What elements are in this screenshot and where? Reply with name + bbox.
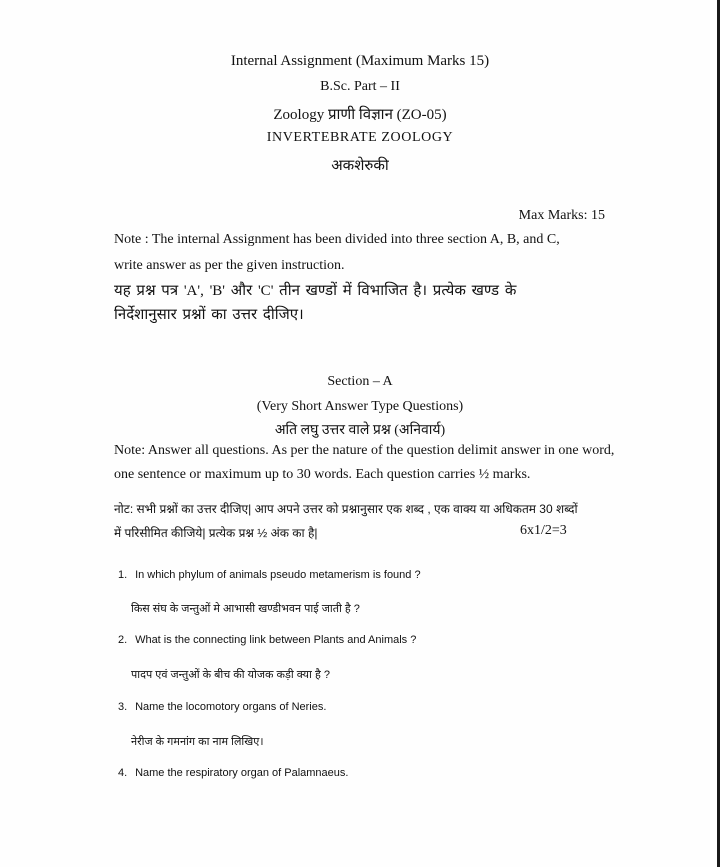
question-text-en: In which phylum of animals pseudo metamerism is found ? xyxy=(135,569,421,581)
question-text-hi: नेरीज के गमनांग का नाम लिखिए। xyxy=(131,736,264,748)
question-text-en: Name the respiratory organ of Palamnaeus. xyxy=(135,767,349,779)
question-number: 2. xyxy=(118,634,128,646)
assignment-title: Internal Assignment (Maximum Marks 15) xyxy=(230,53,490,69)
marks-formula: 6x1/2=3 xyxy=(520,523,567,538)
question-text-en: Name the locomotory organs of Neries. xyxy=(135,701,327,713)
general-note-en-line1: Note : The internal Assignment has been divided into three section A, B, and C, xyxy=(114,232,560,247)
question-item xyxy=(118,569,421,581)
question-text-hi: पादप एवं जन्तुओं के बीच की योजक कड़ी क्या है ? xyxy=(131,669,330,681)
max-marks: Max Marks: 15 xyxy=(518,208,605,223)
section-a-title: Section – A xyxy=(327,374,393,389)
question-item xyxy=(118,767,348,779)
paper-title-hindi: अकशेरुकी xyxy=(331,158,389,174)
general-note-en-line2: write answer as per the given instruction. xyxy=(114,258,345,273)
question-number: 3. xyxy=(118,701,128,713)
question-number: 1. xyxy=(118,569,128,581)
section-a-subtitle: (Very Short Answer Type Questions) xyxy=(256,399,464,414)
section-a-note-en-line1: Note: Answer all questions. As per the nature of the question delimit answer in one word, xyxy=(114,443,615,458)
section-a-note-hi-line1: नोट: सभी प्रश्नों का उत्तर दीजिए| आप अपने उत्तर को प्रश्नानुसार एक शब्द , एक वाक्य या अधिकतम 30 शब्दों xyxy=(114,502,578,516)
question-text-en: What is the connecting link between Plants and Animals ? xyxy=(135,634,417,646)
section-a-note-hi-line2: में परिसीमित कीजिये| प्रत्येक प्रश्न ½ अंक का है| xyxy=(114,526,318,540)
question-item xyxy=(118,701,326,713)
question-number: 4. xyxy=(118,767,128,779)
question-text-hi: किस संघ के जन्तुओं मे आभासी खण्डीभवन पाई जाती है ? xyxy=(131,603,360,615)
section-a-subtitle-hindi: अति लघु उत्तर वाले प्रश्न (अनिवार्य) xyxy=(274,423,446,438)
question-item xyxy=(118,634,416,646)
general-note-hi-line2: निर्देशानुसार प्रश्नों का उत्तर दीजिए। xyxy=(114,307,304,323)
paper-title: INVERTEBRATE ZOOLOGY xyxy=(266,130,454,145)
general-note-hi-line1: यह प्रश्न पत्र 'A', 'B' और 'C' तीन खण्डों में विभाजित है। प्रत्येक खण्ड के xyxy=(114,283,517,299)
course-name: B.Sc. Part – II xyxy=(320,79,400,94)
section-a-note-en-line2: one sentence or maximum up to 30 words. Each question carries ½ marks. xyxy=(114,467,531,482)
subject-name: Zoology प्राणी विज्ञान (ZO-05) xyxy=(273,107,447,123)
